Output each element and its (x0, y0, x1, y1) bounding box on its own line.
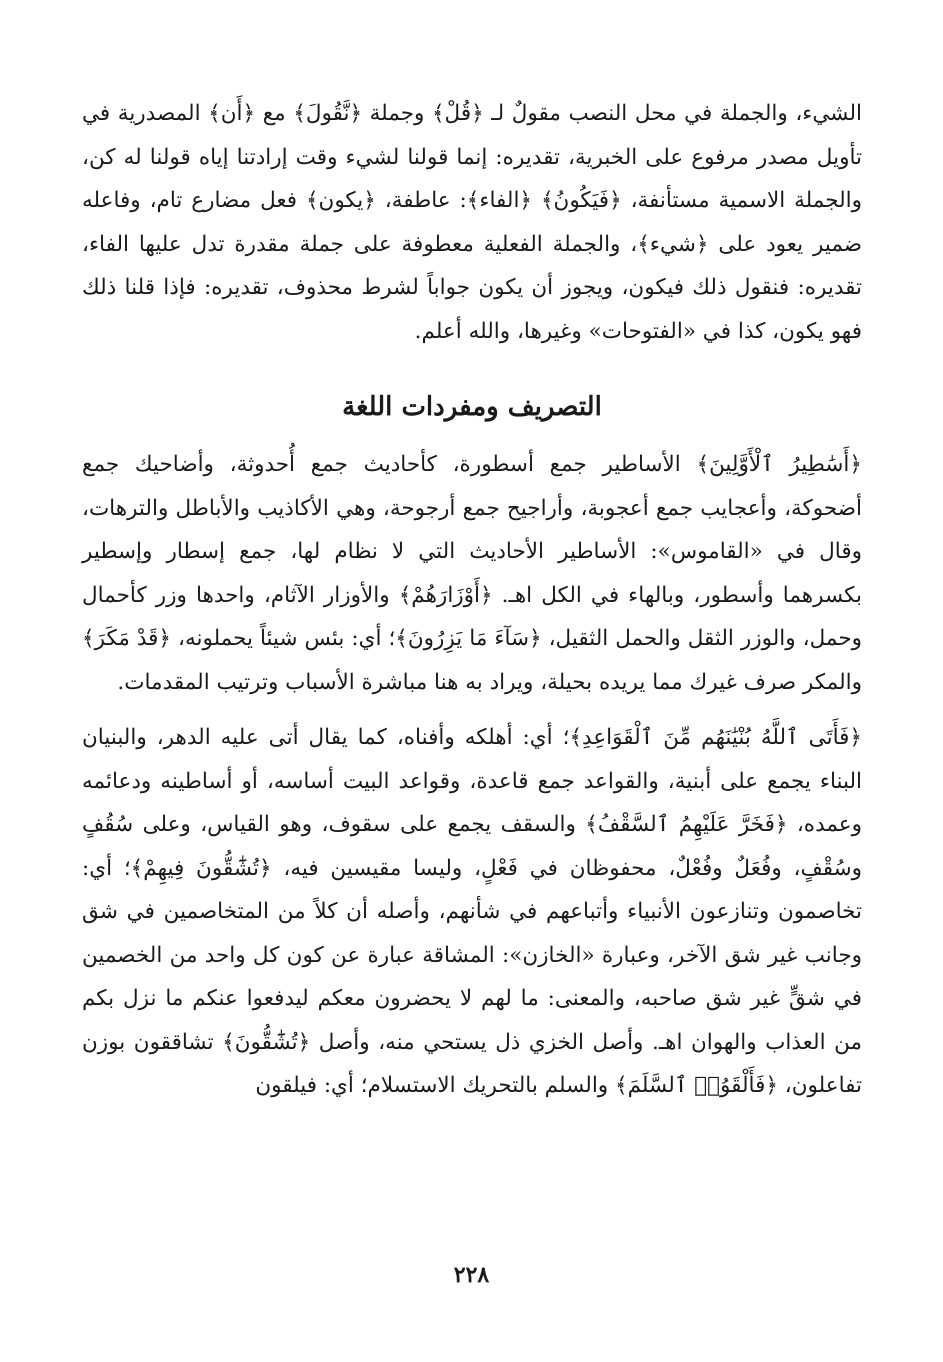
paragraph-gap (82, 704, 862, 716)
page-body (82, 92, 862, 1108)
paragraph-i3rab-continuation: الشيء، والجملة في محل النصب مقولٌ لـ ﴿قُلْ﴾ وجملة ﴿نَّقُولَ﴾ مع ﴿أَن﴾ المصدرية في تأويل مصدر مرفوع على الخبرية، تقديره: إنما قولنا لشيء وقت إرادتنا إياه قولنا له كن، والجملة الاسمية مستأنفة، ﴿فَيَكُونُ﴾ ﴿الفاء﴾: عاطفة، ﴿يكون﴾ فعل مضارع تام، وفاعله ضمير يعود على ﴿شيء﴾، والجملة الفعلية معطوفة على جملة مقدرة تدل عليها الفاء، تقديره: فنقول ذلك فيكون، ويجوز أن يكون جواباً لشرط محذوف، تقديره: فإذا قلنا ذلك فهو يكون، كذا في «الفتوحات» وغيرها، والله أعلم. (82, 101, 862, 344)
paragraph-vocabulary-2: ﴿فَأَتَى ٱللَّهُ بُنْيَٰنَهُم مِّنَ ٱلْقَوَاعِدِ﴾؛ أي: أهلكه وأفناه، كما يقال أتى عليه الدهر، والبنيان البناء يجمع على أبنية، والقواعد جمع قاعدة، وقواعد البيت أساسه، أو أساطينه ودعائمه وعمده، ﴿فَخَرَّ عَلَيْهِمُ ٱلسَّقْفُ﴾ والسقف يجمع على سقوف، وهو القياس، وعلى سُقُفٍ وسُقْفٍ، وفُعَلٌ وفُعْلٌ، محفوظان في فَعْلٍ، وليسا مقيسين فيه، ﴿تُشَٰٓقُّونَ فِيهِمْ﴾؛ أي: تخاصمون وتنازعون الأنبياء وأتباعهم في شأنهم، وأصله أن كلاً من المتخاصمين في شق وجانب غير شق الآخر، وعبارة «الخازن»: المشاقة عبارة عن كون كل واحد من الخصمين في شقٍّ غير شق صاحبه، والمعنى: ما لهم لا يحضرون معكم ليدفعوا عنكم ما نزل بكم من العذاب والهوان اهـ. وأصل الخزي ذل يستحي منه، وأصل ﴿تُشَٰٓقُّونَ﴾ تشاققون بوزن تفاعلون، ﴿فَأَلْقَوُا۟ ٱلسَّلَمَ﴾ والسلم بالتحريك الاستسلام؛ أي: فيلقون (82, 725, 862, 1098)
page-number: ٢٢٨ (453, 1262, 490, 1288)
paragraph-vocabulary-1: ﴿أَسَٰطِيرُ ٱلْأَوَّلِينَ﴾ الأساطير جمع أسطورة، كأحاديث جمع أُحدوثة، وأضاحيك جمع أضحوكة، وأعجايب جمع أعجوبة، وأراجيح جمع أرجوحة، وهي الأكاذيب والأباطل والترهات، وقال في «القاموس»: الأساطير الأحاديث التي لا نظام لها، جمع إسطار وإسطير بكسرهما وأسطور، وبالهاء في الكل اهـ. ﴿أَوْزَارَهُمْ﴾ والأوزار الآثام، واحدها وزر كأحمال وحمل، والوزر الثقل والحمل الثقيل، ﴿سَآءَ مَا يَزِرُونَ﴾؛ أي: بئس شيئاً يحملونه، ﴿قَدْ مَكَرَ﴾ والمكر صرف غيرك مما يريده بحيلة، ويراد به هنا مباشرة الأسباب وترتيب المقدمات. (82, 452, 862, 695)
section-heading: التصريف ومفردات اللغة (342, 392, 602, 422)
